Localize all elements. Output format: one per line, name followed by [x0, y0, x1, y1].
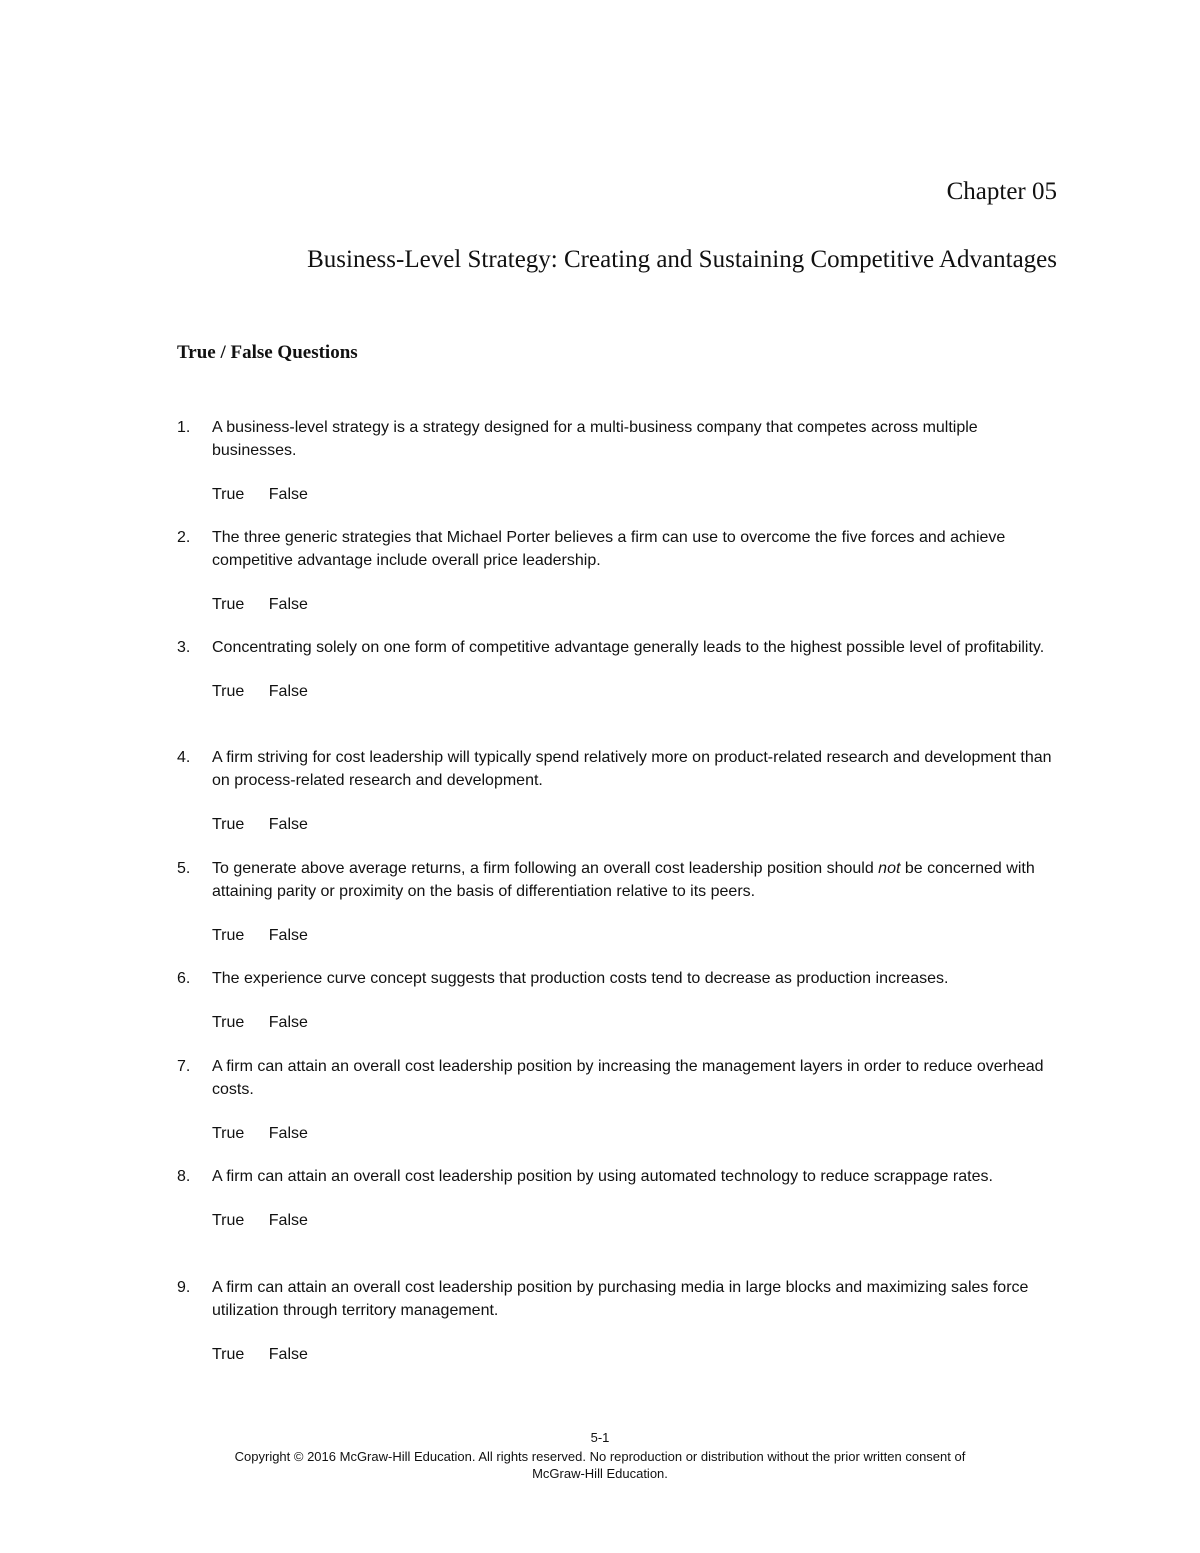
answer-false[interactable]: False — [268, 1125, 308, 1142]
answer-true[interactable]: True — [212, 1346, 245, 1363]
question-number: 5. — [177, 860, 191, 877]
question-text: To generate above average returns, a firm following an overall cost leadership position should not be concerned with attaining parity or proximity on the basis of differentiation relative to its peers. — [212, 860, 1035, 900]
answer-false[interactable]: False — [268, 927, 308, 944]
question-item — [177, 857, 1062, 947]
question-number: 8. — [177, 1168, 191, 1185]
answer-false[interactable]: False — [268, 1346, 308, 1363]
chapter-title: Business-Level Strategy: Creating and Sustaining Competitive Advantages — [307, 246, 1057, 273]
answer-false[interactable]: False — [268, 683, 308, 700]
answer-true[interactable]: True — [212, 486, 245, 503]
question-item — [177, 416, 1062, 506]
answer-true[interactable]: True — [212, 1125, 245, 1142]
answer-false[interactable]: False — [268, 486, 308, 503]
question-text: A firm can attain an overall cost leadership position by increasing the management layers in order to reduce overhead costs. — [212, 1058, 1044, 1098]
answer-options — [212, 680, 1062, 703]
answer-false[interactable]: False — [268, 596, 308, 613]
answer-options — [212, 813, 1062, 836]
question-text: A firm can attain an overall cost leadership position by using automated technology to reduce scrappage rates. — [212, 1168, 993, 1185]
answer-options — [212, 1343, 1062, 1366]
question-text: The experience curve concept suggests that production costs tend to decrease as production increases. — [212, 970, 949, 987]
question-item — [177, 967, 1062, 1034]
answer-options — [212, 483, 1062, 506]
answer-options — [212, 1209, 1062, 1232]
answer-true[interactable]: True — [212, 927, 245, 944]
answer-false[interactable]: False — [268, 1014, 308, 1031]
page-number: 5-1 — [590, 1430, 610, 1445]
question-text: The three generic strategies that Michael Porter believes a firm can use to overcome the five forces and achieve competitive advantage include overall price leadership. — [212, 529, 1006, 569]
answer-options — [212, 924, 1062, 947]
question-item — [177, 526, 1062, 616]
question-number: 7. — [177, 1058, 191, 1075]
answer-true[interactable]: True — [212, 683, 245, 700]
chapter-label: Chapter 05 — [946, 178, 1057, 205]
copyright-line-2: McGraw-Hill Education. — [532, 1466, 668, 1481]
answer-true[interactable]: True — [212, 816, 245, 833]
question-item — [177, 746, 1062, 836]
answer-options — [212, 1122, 1062, 1145]
question-number: 9. — [177, 1279, 191, 1296]
question-text: A business-level strategy is a strategy designed for a multi-business company that competes across multiple businesses. — [212, 419, 978, 459]
answer-false[interactable]: False — [268, 816, 308, 833]
question-item — [177, 1165, 1062, 1232]
question-text: Concentrating solely on one form of competitive advantage generally leads to the highest possible level of profitability. — [212, 639, 1045, 656]
question-number: 4. — [177, 749, 191, 766]
answer-true[interactable]: True — [212, 1212, 245, 1229]
answer-false[interactable]: False — [268, 1212, 308, 1229]
question-text: A firm striving for cost leadership will typically spend relatively more on product-related research and development than on process-related research and development. — [212, 749, 1052, 789]
question-number: 2. — [177, 529, 191, 546]
question-number: 3. — [177, 639, 191, 656]
question-text: A firm can attain an overall cost leadership position by purchasing media in large blocks and maximizing sales force utilization through territory management. — [212, 1279, 1029, 1319]
section-heading: True / False Questions — [177, 342, 358, 363]
question-item — [177, 1276, 1062, 1366]
question-number: 1. — [177, 419, 191, 436]
copyright-line-1: Copyright © 2016 McGraw-Hill Education. All rights reserved. No reproduction or distribution without the prior written consent of — [234, 1449, 966, 1464]
question-item — [177, 636, 1062, 703]
answer-true[interactable]: True — [212, 1014, 245, 1031]
question-item — [177, 1055, 1062, 1145]
answer-options — [212, 1011, 1062, 1034]
question-number: 6. — [177, 970, 191, 987]
answer-true[interactable]: True — [212, 596, 245, 613]
answer-options — [212, 593, 1062, 616]
